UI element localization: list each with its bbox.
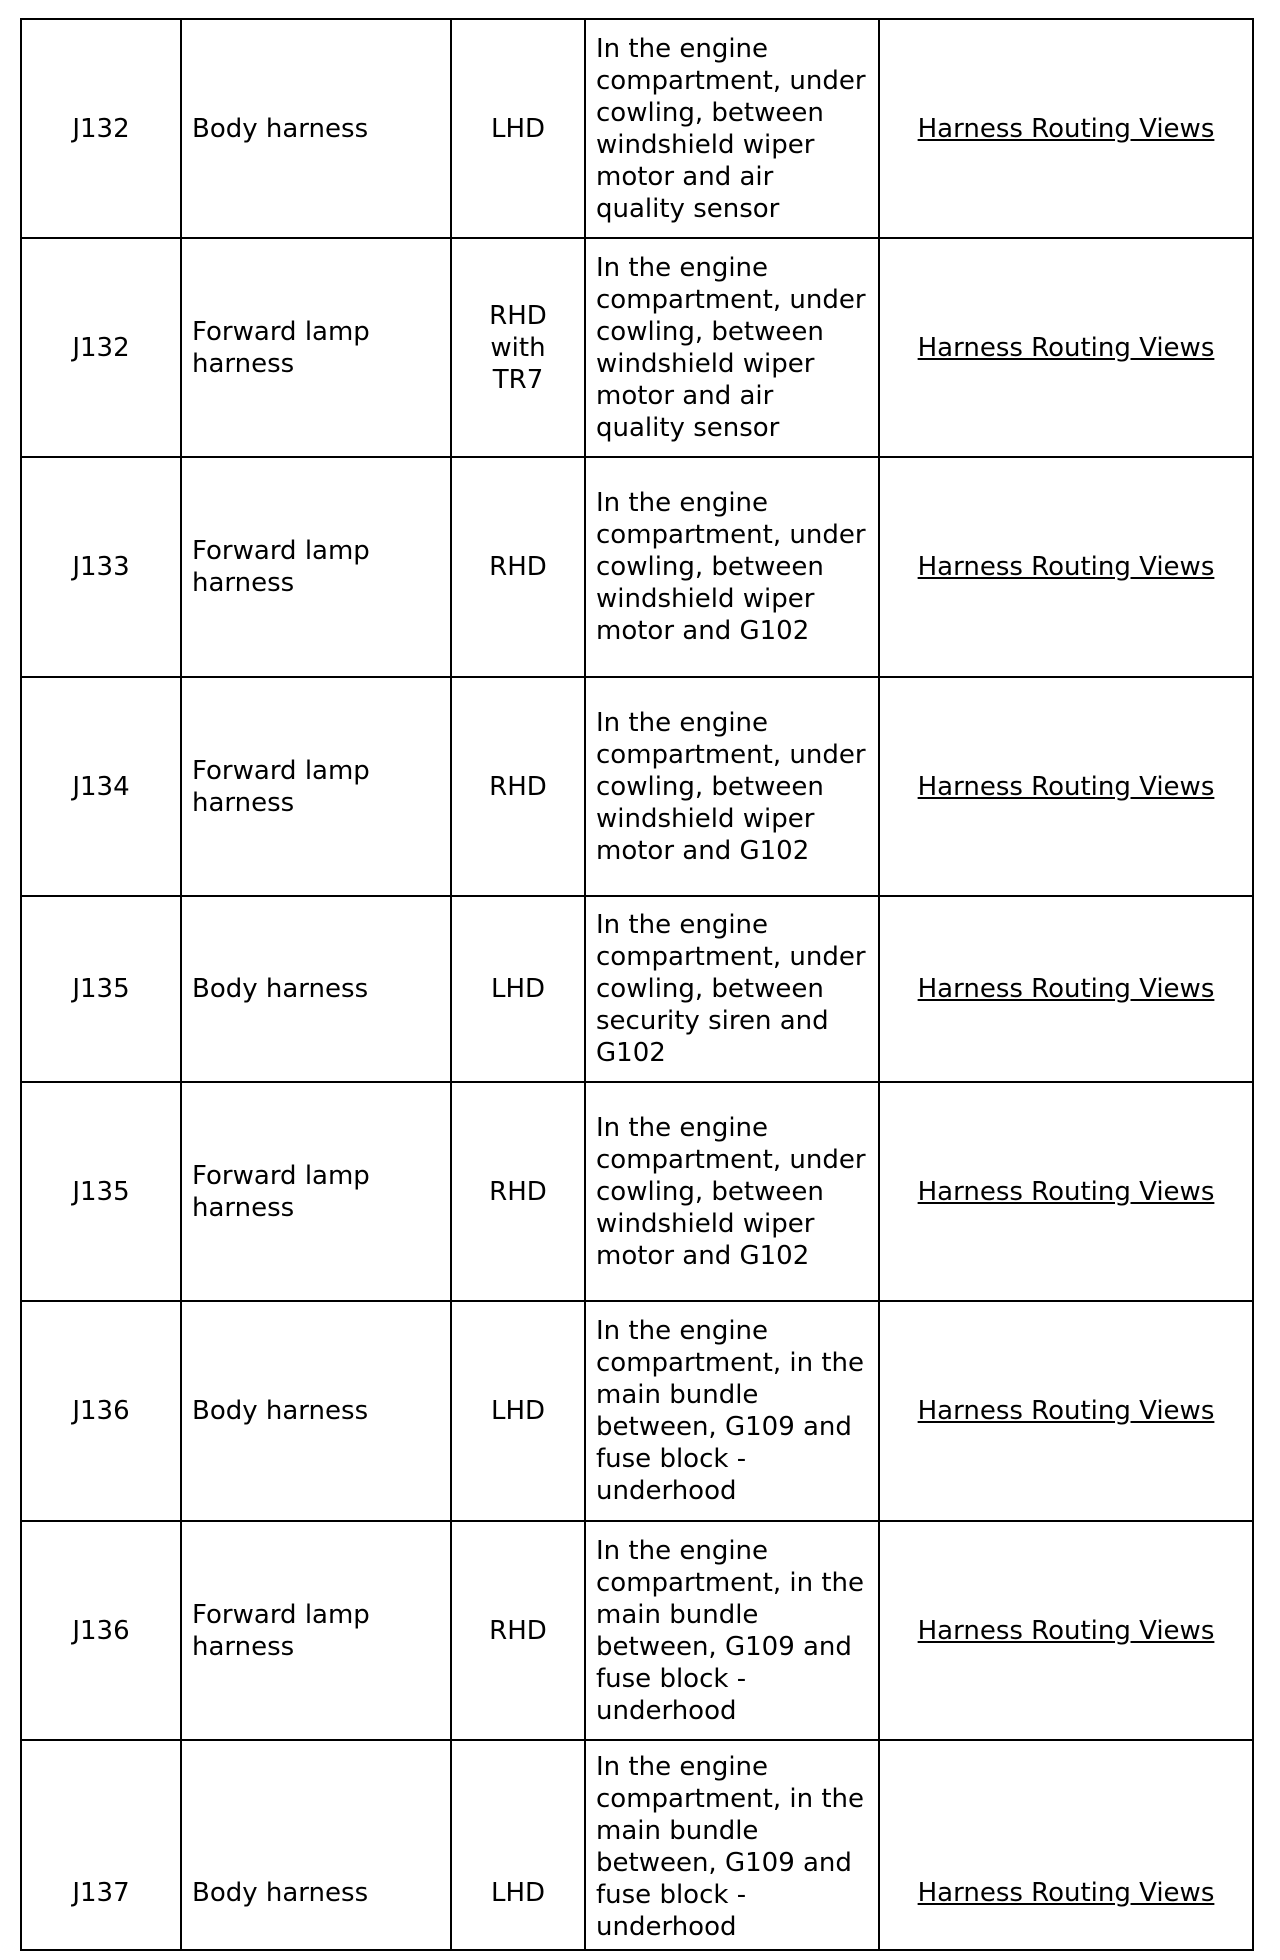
link-cell xyxy=(879,1082,1253,1301)
connector-id-cell: J136 xyxy=(21,1521,181,1740)
harness-cell: Forward lamp harness xyxy=(181,677,451,896)
harness-routing-views-link[interactable]: Harness Routing Views xyxy=(917,1615,1215,1646)
harness-cell: Forward lamp harness xyxy=(181,1521,451,1740)
link-cell xyxy=(879,1301,1253,1521)
table-row xyxy=(21,1301,1253,1521)
configuration-cell: RHD xyxy=(451,677,585,896)
harness-routing-views-link[interactable]: Harness Routing Views xyxy=(917,1176,1215,1207)
location-cell: In the engine compartment, under cowling, between windshield wiper motor and G102 xyxy=(585,677,879,896)
location-cell: In the engine compartment, under cowling, between security siren and G102 xyxy=(585,896,879,1082)
table-row xyxy=(21,896,1253,1082)
harness-cell: Forward lamp harness xyxy=(181,238,451,457)
harness-routing-views-link[interactable]: Harness Routing Views xyxy=(917,1878,1215,1908)
harness-cell: Body harness xyxy=(181,1301,451,1521)
configuration-cell: RHD xyxy=(451,1082,585,1301)
table-row xyxy=(21,457,1253,677)
table-row xyxy=(21,1082,1253,1301)
location-cell: In the engine compartment, under cowling, between windshield wiper motor and air quality sensor xyxy=(585,238,879,457)
configuration-cell: RHD with TR7 xyxy=(451,238,585,457)
link-cell xyxy=(879,19,1253,238)
connector-id-cell: J134 xyxy=(21,677,181,896)
connector-id-cell: J132 xyxy=(21,238,181,457)
connector-id-cell: J137 xyxy=(21,1740,181,1950)
configuration-cell: LHD xyxy=(451,1740,585,1950)
harness-routing-views-link[interactable]: Harness Routing Views xyxy=(917,771,1215,802)
location-cell: In the engine compartment, in the main bundle between, G109 and fuse block - underhood xyxy=(585,1740,879,1950)
harness-cell: Body harness xyxy=(181,19,451,238)
location-cell: In the engine compartment, under cowling, between windshield wiper motor and air quality sensor xyxy=(585,19,879,238)
table-row xyxy=(21,1521,1253,1740)
configuration-cell: LHD xyxy=(451,19,585,238)
harness-cell: Forward lamp harness xyxy=(181,1082,451,1301)
configuration-cell: RHD xyxy=(451,457,585,677)
harness-routing-views-link[interactable]: Harness Routing Views xyxy=(917,332,1215,363)
connector-id-cell: J133 xyxy=(21,457,181,677)
connector-id-cell: J132 xyxy=(21,19,181,238)
table-row xyxy=(21,677,1253,896)
harness-cell: Body harness xyxy=(181,896,451,1082)
connector-id-cell: J135 xyxy=(21,1082,181,1301)
connector-id-cell: J136 xyxy=(21,1301,181,1521)
table-row xyxy=(21,1740,1253,1950)
link-cell xyxy=(879,238,1253,457)
link-cell xyxy=(879,896,1253,1082)
table-row xyxy=(21,19,1253,238)
link-cell xyxy=(879,1521,1253,1740)
harness-cell: Body harness xyxy=(181,1740,451,1950)
connector-location-table xyxy=(20,18,1254,1951)
harness-routing-views-link[interactable]: Harness Routing Views xyxy=(917,113,1215,144)
link-cell xyxy=(879,457,1253,677)
connector-id-cell: J135 xyxy=(21,896,181,1082)
configuration-cell: LHD xyxy=(451,1301,585,1521)
link-cell xyxy=(879,1740,1253,1950)
link-cell xyxy=(879,677,1253,896)
harness-routing-views-link[interactable]: Harness Routing Views xyxy=(917,1396,1215,1426)
harness-routing-views-link[interactable]: Harness Routing Views xyxy=(917,552,1215,582)
harness-routing-views-link[interactable]: Harness Routing Views xyxy=(917,974,1215,1004)
table-row xyxy=(21,238,1253,457)
location-cell: In the engine compartment, in the main bundle between, G109 and fuse block - underhood xyxy=(585,1301,879,1521)
configuration-cell: RHD xyxy=(451,1521,585,1740)
harness-cell: Forward lamp harness xyxy=(181,457,451,677)
location-cell: In the engine compartment, under cowling, between windshield wiper motor and G102 xyxy=(585,1082,879,1301)
location-cell: In the engine compartment, in the main bundle between, G109 and fuse block - underhood xyxy=(585,1521,879,1740)
configuration-cell: LHD xyxy=(451,896,585,1082)
location-cell: In the engine compartment, under cowling, between windshield wiper motor and G102 xyxy=(585,457,879,677)
